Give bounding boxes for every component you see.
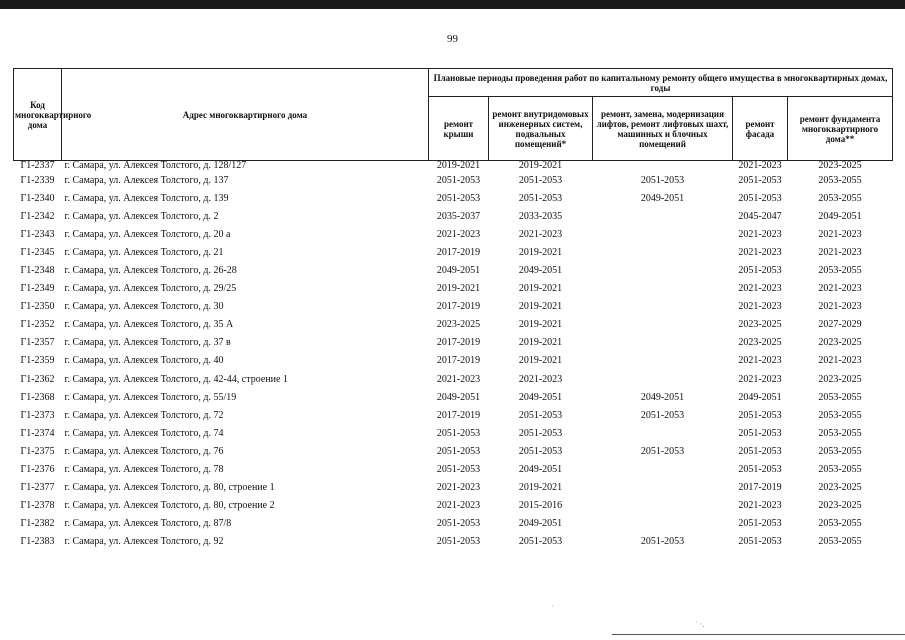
cell-code: Г1-2337 — [20, 160, 55, 171]
cell-address: г. Самара, ул. Алексея Толстого, д. 128/127 — [64, 160, 247, 171]
cell-systems: 2051-2053 — [518, 409, 563, 421]
cell-code: Г1-2345 — [20, 246, 55, 258]
cell-lifts — [593, 298, 733, 316]
cell-roof: 2051-2053 — [436, 192, 481, 204]
cell-systems: 2019-2021 — [518, 355, 563, 367]
cell-facade: 2021-2023 — [738, 246, 782, 258]
cell-lifts: 2051-2053 — [640, 445, 685, 457]
cell-systems: 2049-2051 — [518, 265, 563, 277]
cell-lifts — [593, 161, 733, 172]
cell-lifts — [593, 243, 733, 261]
cell-foundation: 2027-2029 — [818, 319, 862, 331]
cell-address: г. Самара, ул. Алексея Толстого, д. 29/25 — [64, 283, 237, 295]
cell-lifts: 2049-2051 — [640, 192, 685, 204]
cell-foundation: 2053-2055 — [818, 445, 862, 457]
cell-facade: 2051-2053 — [738, 518, 782, 530]
cell-systems: 2019-2021 — [518, 319, 563, 331]
header-roof: ремонт крыши — [429, 97, 489, 161]
cell-foundation: 2053-2055 — [818, 464, 862, 476]
cell-systems: 2049-2051 — [518, 518, 563, 530]
cell-roof: 2021-2023 — [436, 228, 481, 240]
cell-facade: 2051-2053 — [738, 265, 782, 277]
cell-code: Г1-2343 — [20, 228, 55, 240]
header-code: Код многоквартирного дома — [14, 69, 62, 161]
cell-code: Г1-2376 — [20, 464, 55, 476]
page-number: 99 — [447, 33, 458, 45]
cell-lifts — [593, 497, 733, 515]
table-row — [14, 316, 893, 334]
cell-roof: 2017-2019 — [436, 246, 481, 258]
cell-lifts: 2051-2053 — [640, 174, 685, 186]
cell-systems: 2049-2051 — [518, 391, 563, 403]
header-engineering-systems: ремонт внутридомовых инженерных систем, подвальных помещений* — [489, 97, 593, 161]
cell-systems: 2051-2053 — [518, 427, 563, 439]
header-address: Адрес многоквартирного дома — [62, 69, 429, 161]
cell-code: Г1-2339 — [20, 174, 55, 186]
cell-roof: 2019-2021 — [436, 283, 481, 295]
cell-roof: 2049-2051 — [436, 265, 481, 277]
cell-roof: 2051-2053 — [436, 536, 481, 548]
scan-top-border — [0, 0, 905, 9]
cell-roof: 2021-2023 — [436, 500, 481, 512]
cell-foundation: 2021-2023 — [818, 246, 862, 258]
cell-foundation: 2021-2023 — [818, 283, 862, 295]
cell-foundation: 2053-2055 — [818, 391, 862, 403]
cell-code: Г1-2357 — [20, 337, 55, 349]
header-periods-group: Плановые периоды проведения работ по капитальному ремонту общего имущества в многоквартирных домах, годы — [429, 69, 893, 97]
cell-foundation: 2053-2055 — [818, 427, 862, 439]
cell-address: г. Самара, ул. Алексея Толстого, д. 76 — [64, 445, 224, 457]
table-row — [14, 334, 893, 352]
cell-systems: 2049-2051 — [518, 464, 563, 476]
cell-foundation: 2023-2025 — [818, 373, 862, 385]
cell-facade: 2051-2053 — [738, 174, 782, 186]
cell-address: г. Самара, ул. Алексея Толстого, д. 2 — [64, 210, 219, 222]
cell-facade: 2049-2051 — [738, 391, 782, 403]
cell-code: Г1-2378 — [20, 500, 55, 512]
cell-foundation: 2021-2023 — [818, 228, 862, 240]
table-row — [14, 171, 893, 189]
cell-code: Г1-2374 — [20, 427, 55, 439]
cell-lifts — [593, 479, 733, 497]
cell-code: Г1-2377 — [20, 482, 55, 494]
cell-facade: 2051-2053 — [738, 464, 782, 476]
cell-lifts — [593, 515, 733, 533]
table-body — [14, 161, 893, 551]
table-row — [14, 497, 893, 515]
cell-foundation: 2053-2055 — [818, 265, 862, 277]
cell-address: г. Самара, ул. Алексея Толстого, д. 80, строение 2 — [64, 500, 275, 512]
cell-foundation: 2053-2055 — [818, 536, 862, 548]
scan-bottom-line — [612, 634, 905, 635]
capital-repair-table — [13, 68, 893, 551]
cell-lifts — [593, 261, 733, 279]
cell-facade: 2023-2025 — [738, 319, 782, 331]
cell-facade: 2021-2023 — [738, 283, 782, 295]
table-row — [14, 225, 893, 243]
table-row — [14, 189, 893, 207]
cell-roof: 2035-2037 — [436, 210, 481, 222]
table-row — [14, 298, 893, 316]
cell-lifts — [593, 352, 733, 370]
table-row — [14, 479, 893, 497]
scan-speck: ˙ — [551, 604, 554, 613]
cell-lifts — [593, 370, 733, 388]
table-row — [14, 370, 893, 388]
cell-code: Г1-2340 — [20, 192, 55, 204]
cell-roof: 2051-2053 — [436, 174, 481, 186]
cell-address: г. Самара, ул. Алексея Толстого, д. 20 а — [64, 228, 231, 240]
cell-roof: 2023-2025 — [436, 319, 481, 331]
cell-facade: 2021-2023 — [738, 228, 782, 240]
cell-roof: 2019-2021 — [436, 160, 481, 171]
cell-code: Г1-2342 — [20, 210, 55, 222]
cell-code: Г1-2383 — [20, 536, 55, 548]
cell-address: г. Самара, ул. Алексея Толстого, д. 87/8 — [64, 518, 232, 530]
cell-roof: 2017-2019 — [436, 337, 481, 349]
cell-lifts — [593, 461, 733, 479]
table-row — [14, 261, 893, 279]
cell-systems: 2051-2053 — [518, 536, 563, 548]
cell-code: Г1-2382 — [20, 518, 55, 530]
cell-address: г. Самара, ул. Алексея Толстого, д. 55/19 — [64, 391, 237, 403]
cell-address: г. Самара, ул. Алексея Толстого, д. 78 — [64, 464, 224, 476]
cell-roof: 2021-2023 — [436, 482, 481, 494]
header-lifts: ремонт, замена, модернизация лифтов, ремонт лифтовых шахт, машинных и блочных помещений — [593, 97, 733, 161]
cell-systems: 2021-2023 — [518, 373, 563, 385]
cell-roof: 2017-2019 — [436, 409, 481, 421]
cell-foundation: 2021-2023 — [818, 355, 862, 367]
cell-address: г. Самара, ул. Алексея Толстого, д. 42-44, строение 1 — [64, 373, 288, 385]
table-row — [14, 161, 893, 172]
cell-facade: 2021-2023 — [738, 355, 782, 367]
table-row — [14, 388, 893, 406]
cell-lifts — [593, 280, 733, 298]
cell-facade: 2017-2019 — [738, 482, 782, 494]
cell-code: Г1-2362 — [20, 373, 55, 385]
cell-code: Г1-2359 — [20, 355, 55, 367]
table-row — [14, 533, 893, 551]
cell-lifts: 2051-2053 — [640, 409, 685, 421]
cell-address: г. Самара, ул. Алексея Толстого, д. 92 — [64, 536, 224, 548]
cell-facade: 2051-2053 — [738, 192, 782, 204]
cell-roof: 2051-2053 — [436, 445, 481, 457]
cell-roof: 2049-2051 — [436, 391, 481, 403]
table-row — [14, 280, 893, 298]
cell-code: Г1-2348 — [20, 265, 55, 277]
table-header — [14, 69, 893, 161]
table-row — [14, 243, 893, 261]
cell-code: Г1-2368 — [20, 391, 55, 403]
cell-address: г. Самара, ул. Алексея Толстого, д. 74 — [64, 427, 224, 439]
cell-systems: 2033-2035 — [518, 210, 563, 222]
cell-address: г. Самара, ул. Алексея Толстого, д. 72 — [64, 409, 224, 421]
cell-code: Г1-2373 — [20, 409, 55, 421]
cell-address: г. Самара, ул. Алексея Толстого, д. 80, строение 1 — [64, 482, 275, 494]
cell-address: г. Самара, ул. Алексея Толстого, д. 139 — [64, 192, 229, 204]
cell-roof: 2017-2019 — [436, 301, 481, 313]
cell-facade: 2023-2025 — [738, 337, 782, 349]
cell-lifts — [593, 207, 733, 225]
cell-systems: 2015-2016 — [518, 500, 563, 512]
table-row — [14, 461, 893, 479]
table-row — [14, 406, 893, 424]
cell-foundation: 2053-2055 — [818, 174, 862, 186]
cell-facade: 2051-2053 — [738, 445, 782, 457]
cell-address: г. Самара, ул. Алексея Толстого, д. 30 — [64, 301, 224, 313]
cell-address: г. Самара, ул. Алексея Толстого, д. 37 в — [64, 337, 231, 349]
cell-foundation: 2053-2055 — [818, 409, 862, 421]
cell-facade: 2021-2023 — [738, 500, 782, 512]
cell-systems: 2019-2021 — [518, 482, 563, 494]
cell-roof: 2051-2053 — [436, 464, 481, 476]
table-row — [14, 352, 893, 370]
cell-systems: 2019-2021 — [518, 246, 563, 258]
cell-roof: 2021-2023 — [436, 373, 481, 385]
header-facade: ремонт фасада — [733, 97, 788, 161]
cell-address: г. Самара, ул. Алексея Толстого, д. 35 А — [64, 319, 234, 331]
cell-facade: 2021-2023 — [738, 373, 782, 385]
cell-systems: 2021-2023 — [518, 228, 563, 240]
cell-facade: 2051-2053 — [738, 427, 782, 439]
cell-systems: 2051-2053 — [518, 445, 563, 457]
cell-foundation: 2053-2055 — [818, 192, 862, 204]
cell-systems: 2019-2021 — [518, 301, 563, 313]
scan-speck: ˙ ·. — [695, 620, 705, 629]
cell-lifts — [593, 334, 733, 352]
cell-foundation: 2023-2025 — [818, 482, 862, 494]
cell-code: Г1-2352 — [20, 319, 55, 331]
cell-facade: 2021-2023 — [738, 160, 782, 171]
cell-facade: 2051-2053 — [738, 536, 782, 548]
cell-address: г. Самара, ул. Алексея Толстого, д. 137 — [64, 174, 229, 186]
cell-systems: 2051-2053 — [518, 192, 563, 204]
cell-code: Г1-2350 — [20, 301, 55, 313]
cell-foundation: 2053-2055 — [818, 518, 862, 530]
table-row — [14, 207, 893, 225]
table-row — [14, 442, 893, 460]
cell-address: г. Самара, ул. Алексея Толстого, д. 26-28 — [64, 265, 237, 277]
table-row — [14, 424, 893, 442]
cell-foundation: 2023-2025 — [818, 500, 862, 512]
cell-facade: 2045-2047 — [738, 210, 782, 222]
cell-systems: 2019-2021 — [518, 283, 563, 295]
table-row — [14, 515, 893, 533]
cell-roof: 2051-2053 — [436, 427, 481, 439]
cell-lifts: 2049-2051 — [640, 391, 685, 403]
header-foundation: ремонт фундамента многоквартирного дома** — [788, 97, 893, 161]
cell-lifts: 2051-2053 — [640, 536, 685, 548]
cell-roof: 2051-2053 — [436, 518, 481, 530]
cell-roof: 2017-2019 — [436, 355, 481, 367]
cell-address: г. Самара, ул. Алексея Толстого, д. 21 — [64, 246, 224, 258]
cell-foundation: 2023-2025 — [818, 337, 862, 349]
cell-foundation: 2021-2023 — [818, 301, 862, 313]
cell-address: г. Самара, ул. Алексея Толстого, д. 40 — [64, 355, 224, 367]
cell-systems: 2019-2021 — [518, 337, 563, 349]
cell-lifts — [593, 225, 733, 243]
cell-systems: 2051-2053 — [518, 174, 563, 186]
cell-code: Г1-2349 — [20, 283, 55, 295]
cell-facade: 2051-2053 — [738, 409, 782, 421]
cell-systems: 2019-2021 — [518, 160, 563, 171]
cell-facade: 2021-2023 — [738, 301, 782, 313]
cell-foundation: 2049-2051 — [818, 210, 862, 222]
cell-lifts — [593, 424, 733, 442]
cell-code: Г1-2375 — [20, 445, 55, 457]
cell-lifts — [593, 316, 733, 334]
cell-foundation: 2023-2025 — [818, 160, 862, 171]
